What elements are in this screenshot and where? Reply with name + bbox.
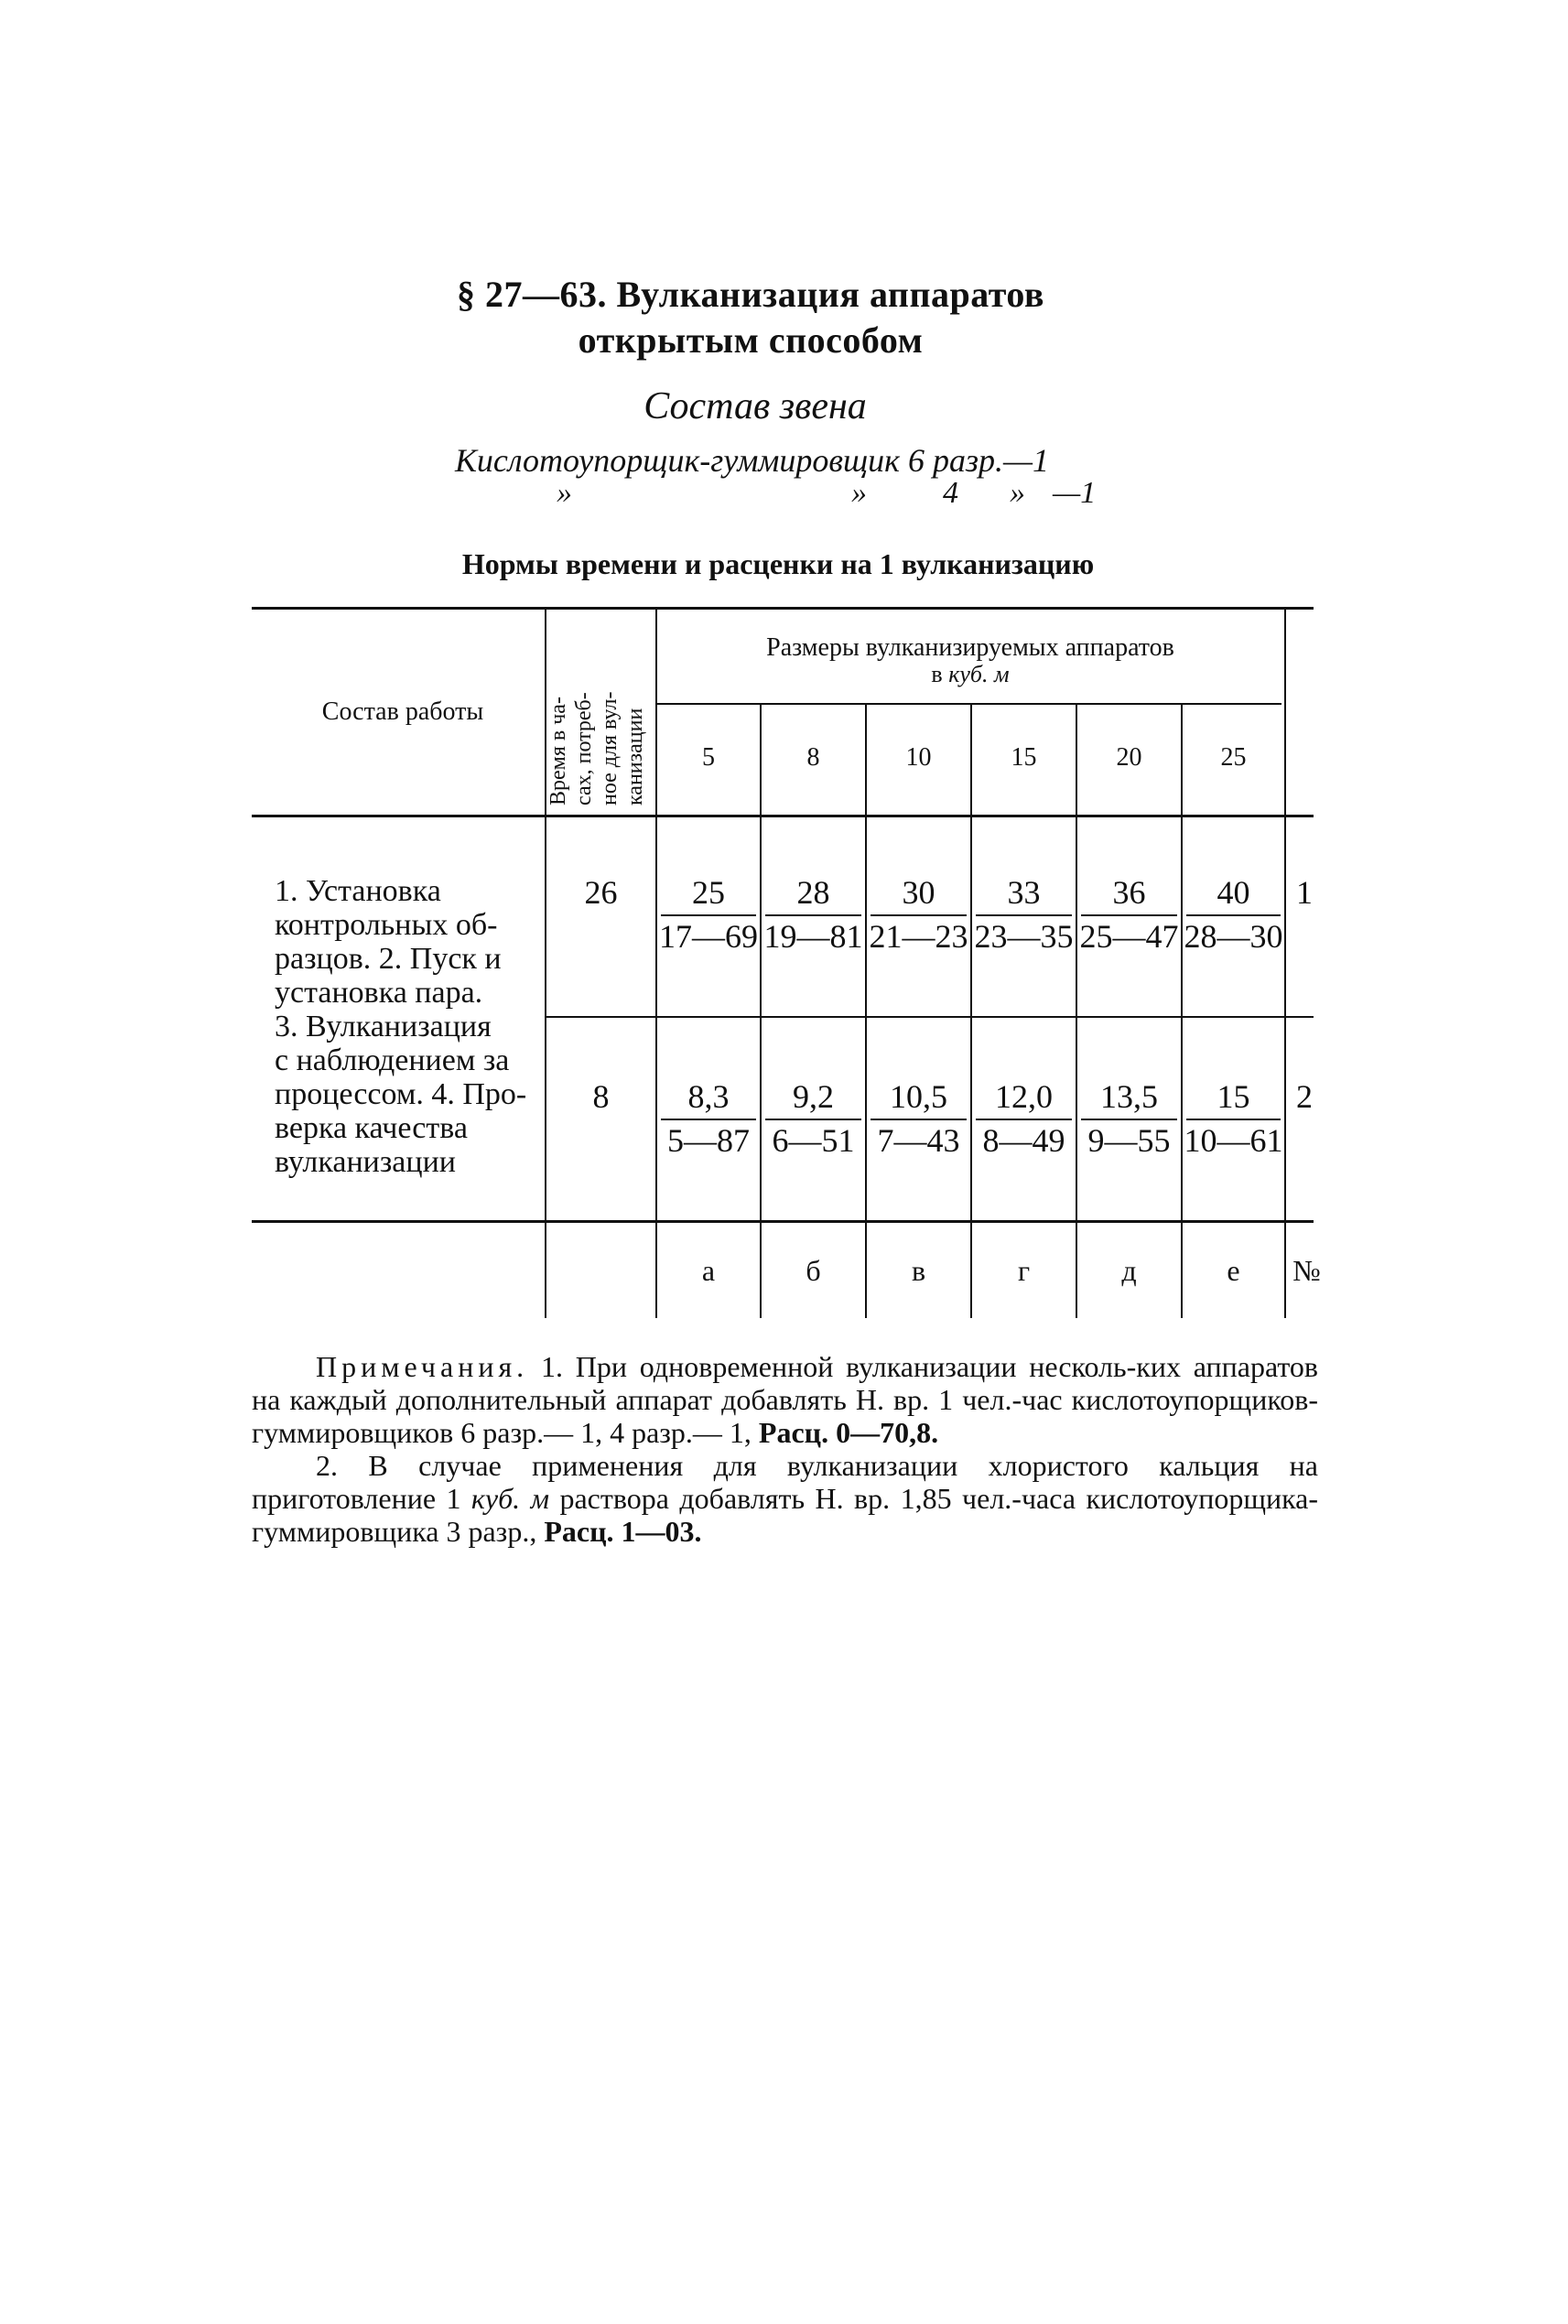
norm-value: 28 (796, 874, 830, 911)
norm-value: 12,0 (995, 1078, 1053, 1115)
norm-value: 33 (1007, 874, 1041, 911)
section-title-line1: § 27—63. Вулканизация аппаратов (457, 274, 1044, 315)
size-20: 20 (1116, 743, 1142, 772)
size-15: 15 (1011, 743, 1037, 772)
row1-number: 1 (1296, 874, 1313, 911)
fraction-bar (976, 1119, 1072, 1120)
vline-c1 (760, 705, 762, 1318)
note-1 (252, 1350, 1318, 1449)
price-value: 23—35 (974, 918, 1074, 955)
norm-value: 36 (1112, 874, 1146, 911)
fraction-bar (661, 1119, 756, 1120)
fraction-bar (765, 914, 861, 916)
size-10: 10 (905, 743, 932, 772)
price-value: 6—51 (772, 1122, 855, 1159)
work-line: вулканизации (275, 1145, 456, 1179)
size-25: 25 (1220, 743, 1247, 772)
notes-label: Примечания. (316, 1350, 529, 1383)
row-divider-rule (545, 1016, 1314, 1018)
crew-ditto2: » (851, 476, 867, 510)
vline-c4 (1076, 705, 1077, 1318)
norms-heading: Нормы времени и расценки на 1 вулканизацию (461, 547, 1095, 580)
header-bottom-rule (252, 815, 1314, 817)
vline-time (655, 609, 657, 1318)
sizes-sub-rule (657, 703, 1281, 705)
norm-value: 30 (902, 874, 935, 911)
price-value: 17—69 (659, 918, 758, 955)
work-line: установка пара. (275, 976, 483, 1010)
norm-value: 8,3 (687, 1078, 730, 1115)
work-line: 1. Установка (275, 874, 441, 908)
crew-count: —1 (1053, 476, 1097, 510)
price-value: 19—81 (763, 918, 863, 955)
fraction-bar (871, 914, 967, 916)
work-line: верка качества (275, 1111, 468, 1145)
work-description (275, 874, 535, 1179)
price-value: 10—61 (1184, 1122, 1283, 1159)
letter-v: в (911, 1254, 926, 1287)
note-2-text-start: 2. В случае применения для вулканизации хлористого кальция на приготовление 1 (252, 1449, 1318, 1515)
fraction-bar (661, 914, 756, 916)
price-value: 28—30 (1184, 918, 1283, 955)
table-bottom-rule (252, 1220, 1314, 1223)
fraction-bar (765, 1119, 861, 1120)
row2-time: 8 (592, 1078, 610, 1115)
size-5: 5 (702, 743, 715, 772)
note-1-price: Расц. 0—70,8. (758, 1416, 939, 1449)
note-2-unit: куб. м (470, 1482, 550, 1515)
col-sizes-header: Размеры вулканизируемых аппаратов (766, 633, 1174, 662)
fraction-bar (1081, 1119, 1177, 1120)
crew-line1: Кислотоупорщик-гуммировщик 6 разр.—1 (455, 442, 1050, 479)
sizes-unit: куб. м (948, 661, 1010, 687)
crew-grade: 4 (943, 476, 958, 510)
letter-b: б (806, 1254, 821, 1287)
fraction-bar (1186, 914, 1281, 916)
col-work-header: Состав работы (321, 697, 484, 726)
col-sizes-unit (659, 661, 1281, 688)
vline-c3 (970, 705, 972, 1318)
norm-value: 13,5 (1100, 1078, 1158, 1115)
crew-ditto3: » (1010, 476, 1025, 510)
price-value: 25—47 (1079, 918, 1179, 955)
number-label: № (1292, 1254, 1321, 1287)
work-line: процессом. 4. Про- (275, 1077, 527, 1111)
price-value: 21—23 (869, 918, 968, 955)
norm-value: 9,2 (793, 1078, 834, 1115)
price-value: 5—87 (667, 1122, 750, 1159)
work-line: с наблюдением за (275, 1043, 510, 1077)
fraction-bar (871, 1119, 967, 1120)
section-title-line2: открытым способом (578, 319, 924, 361)
norm-value: 15 (1217, 1078, 1250, 1115)
letter-d: д (1121, 1254, 1137, 1287)
fraction-bar (976, 914, 1072, 916)
col-time-line4: канизации (623, 708, 647, 805)
note-2 (252, 1449, 1318, 1548)
letter-e: е (1227, 1254, 1240, 1287)
price-value: 9—55 (1087, 1122, 1171, 1159)
row2-number: 2 (1296, 1078, 1313, 1115)
fraction-bar (1081, 914, 1177, 916)
price-value: 7—43 (877, 1122, 960, 1159)
work-line: контрольных об- (275, 908, 498, 942)
vline-c6 (1284, 609, 1286, 1318)
price-value: 8—49 (982, 1122, 1065, 1159)
fraction-bar (1186, 1119, 1281, 1120)
col-time-line1: Время в ча- (546, 697, 570, 805)
norm-value: 40 (1217, 874, 1250, 911)
size-8: 8 (806, 743, 820, 772)
work-line: разцов. 2. Пуск и (275, 942, 502, 976)
letter-g: г (1017, 1254, 1031, 1287)
work-line: 3. Вулканизация (275, 1010, 492, 1043)
note-2-price: Расц. 1—03. (544, 1515, 702, 1548)
crew-ditto1: » (557, 476, 572, 510)
note-2-text-mid: раствора добавлять Н. вр. 1,85 чел.-часа кислотоупорщика-гуммировщика 3 разр., (252, 1482, 1319, 1548)
vline-c5 (1181, 705, 1183, 1318)
norm-value: 25 (692, 874, 725, 911)
crew-heading: Состав звена (643, 385, 867, 427)
note-1-text: 1. При одновременной вулканизации несколь-ких аппаратов на каждый дополнительный аппарат добавлять Н. вр. 1 чел.-час кислотоупорщиков-гуммировщиков 6 разр.— 1, 4 разр.— 1, (252, 1350, 1319, 1449)
col-time-line2: сах, потреб- (572, 692, 596, 805)
norm-value: 10,5 (890, 1078, 947, 1115)
sizes-unit-prefix: в (931, 661, 943, 687)
col-time-line3: ное для вул- (598, 691, 622, 805)
row1-time: 26 (584, 874, 618, 911)
table-top-rule (252, 607, 1314, 610)
letter-a: а (701, 1254, 716, 1287)
vline-c2 (865, 705, 867, 1318)
notes (252, 1350, 1318, 1548)
